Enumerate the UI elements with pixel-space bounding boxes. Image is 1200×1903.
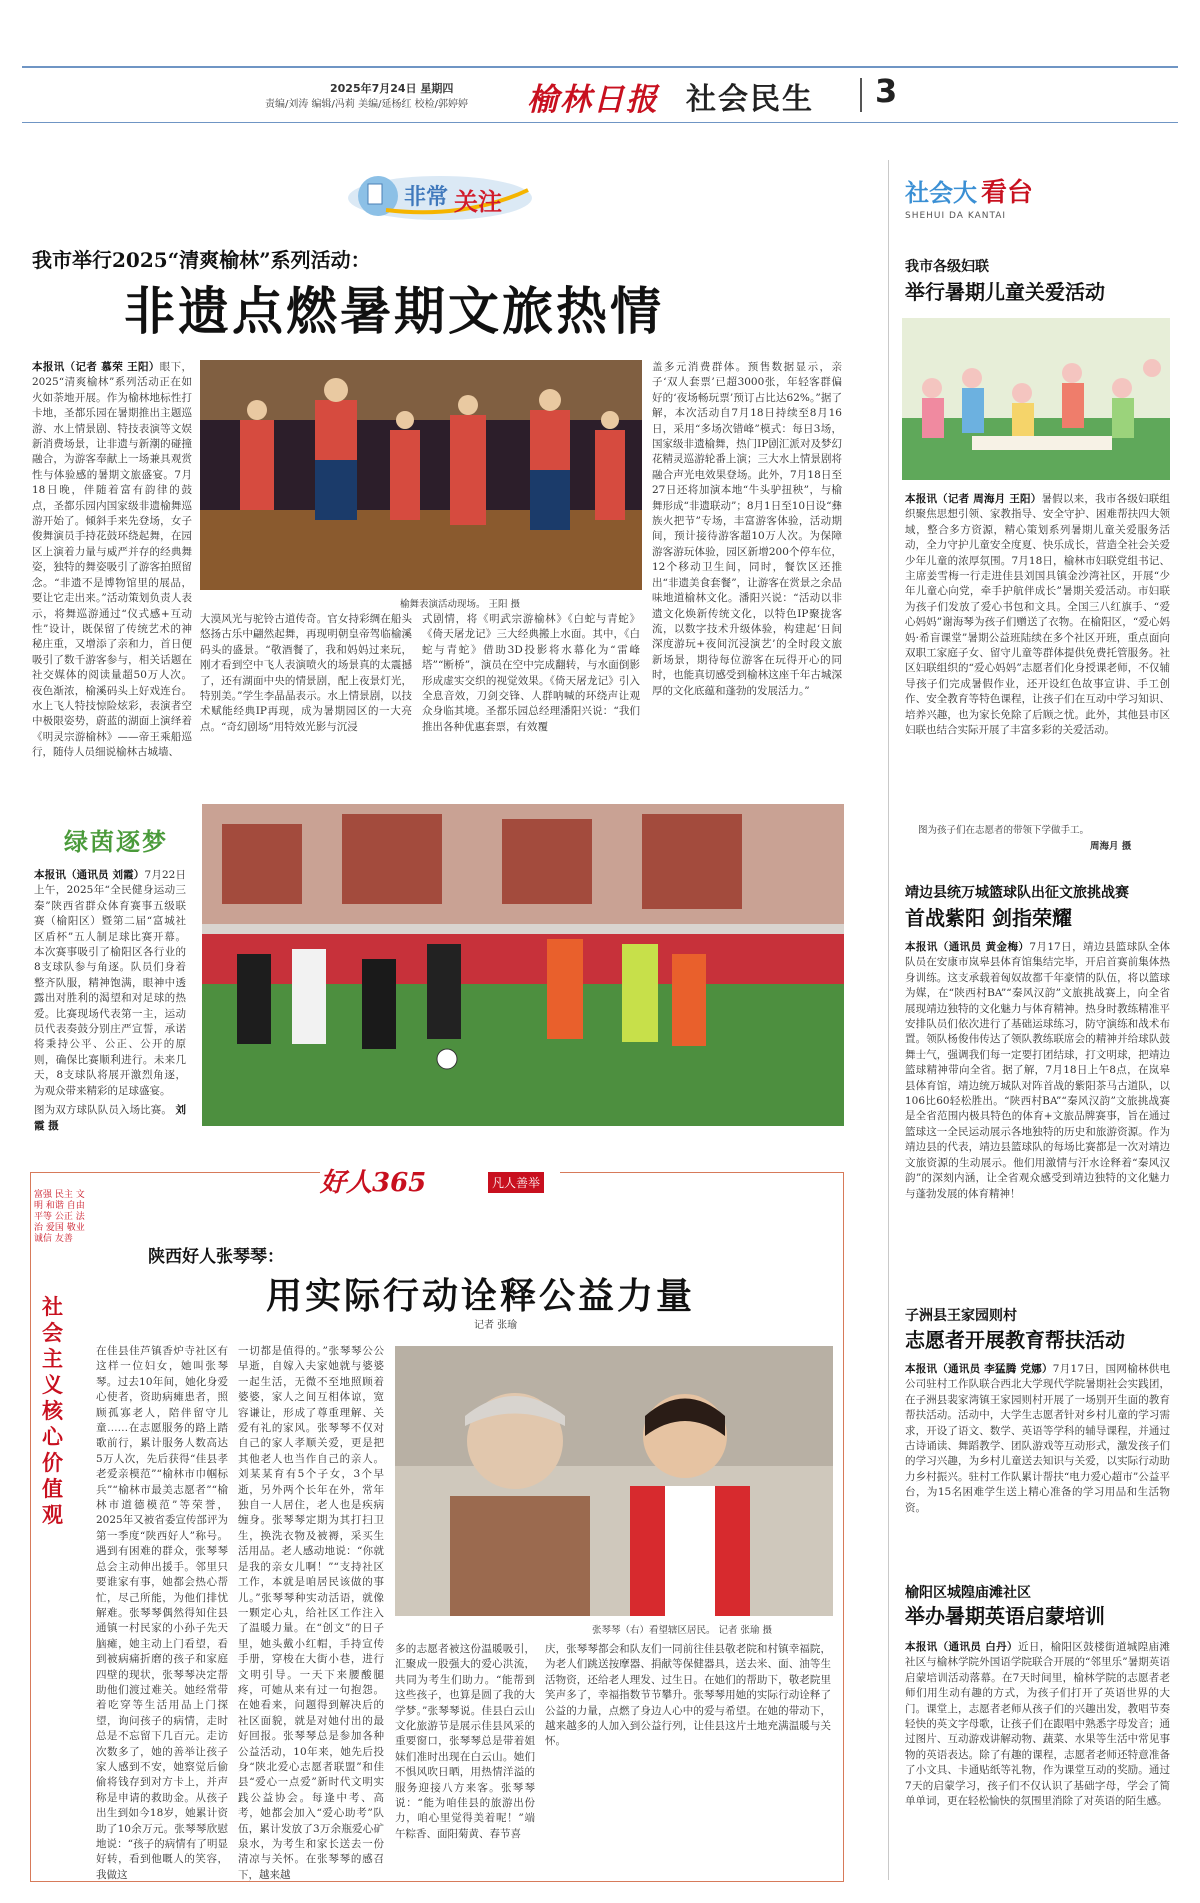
main-col4-text: 盖多元消费群体。预售数据显示，亲子‘双人套票’已超3000张，年轻客群偏好的‘夜场畅玩票’预订占比达62%。”据了解，本次活动自7月18日持续至8月16日，采用“多场次错峰”模式：每日3场，国家级非遗榆舞，热门IP剧汇派对及梦幻花精灵巡游轮番上演；三大水上情景剧将融合声光电效果登场。此外，7月18日至27日还将加演本地“牛头驴扭秧”，与榆舞形成“非遗联动”；8月1日至10日设“彝族火把节”专场，丰富游客体验，活动期间，预计接待游客超10万人次。为保障游客游玩体验，园区新增200个停车位，12个移动卫生间，同时，餐饮区还推出“非遗美食套餐”，让游客在赏景之余品味地道榆林文化。潘阳兴说：“活动以非遗文化焕新传统文化，以特色IP聚拢客流，以数字技术升级体验，构建起‘日间深度游玩+夜间沉浸演艺’的全时段文旅新场景，期待每位游客在玩得开心的同时，也能真切感受到榆林这座千年古城深厚的文化底蕴和蓬勃的发展活力。” [652, 361, 842, 697]
photo-children [902, 318, 1170, 480]
main-col-4 [652, 360, 842, 765]
s1-credit: 周海月 摄 [1090, 841, 1132, 852]
soccer-text-col [34, 868, 187, 1132]
goodman-col-4 [545, 1642, 831, 1869]
sidebar-logo-a: 社会大 [905, 179, 977, 207]
core-values-title: 社会主义核心价值观 [42, 1295, 63, 1527]
s2-text: 7月17日，靖边县篮球队全体队员在安康市岚皋县体育馆集结完毕，开启首赛前集体热身训练。这支承载着匈奴故都千年豪情的队伍，将以篮球为媒，在“陕西村BA”“秦风汉韵”文旅挑战赛上，向全省展现靖边独特的文化魅力与体育精神。热身时教练精准平安排队员们依次进行了基础运球练习，防守演练和战术布置。领队杨俊伟传达了领队教练联席会的精神并给球队鼓舞士气，强调我们每一定要打团结球，打文明球，把靖边篮球精神带向全省。据了解，7月18日上午8点，在岚皋县体育馆，靖边统万城队对阵首战的紫阳茶马古道队，以106比60轻松胜出。“陕西村BA”“秦风汉韵”文旅挑战赛是全省范围内极具特色的体育+文旅品牌赛事，旨在通过篮球这一全民运动展示各地独特的历史和旅游资源。作为靖边县的代表，靖边县篮球队的每场比赛都是一次对靖边文旅资源的生动展示。他们用激情与汗水诠释着“秦风汉韵”的深刻内涵，让全省观众感受到靖边独特的文化魅力与蓬勃发展的体育精神！ [905, 941, 1171, 1200]
s3-title: 志愿者开展教育帮扶活动 [905, 1328, 1125, 1352]
s4-byline: 本报讯（通讯员 白丹） [905, 1641, 1018, 1653]
s2-kicker: 靖边县统万城篮球队出征文旅挑战赛 [905, 885, 1129, 901]
photo-soccer [202, 804, 844, 1126]
page-number: 3 [875, 72, 898, 110]
sidebar-logo [905, 172, 1125, 234]
s4-text-col [905, 1640, 1170, 1880]
soccer-byline: 本报讯（通讯员 刘霞） [34, 869, 145, 881]
goodman-col-3 [395, 1642, 535, 1869]
goodman-col-2 [238, 1344, 384, 1881]
main-headline: 非遗点燃暑期文旅热情 [124, 283, 665, 342]
s1-kicker: 我市各级妇联 [905, 259, 989, 275]
s3-text: 7月17日，国网榆林供电公司驻村工作队联合西北大学现代学院暑期社会实践团，在子洲县裴家湾镇王家园则村开展了一场别开生面的教育帮扶活动。活动中，大学生志愿者针对乡村儿童的学习需求，开设了语文、数学、英语等学科的辅导课程，并通过古诗诵读、舞蹈教学、团队游戏等互动形式，激发孩子们的学习兴趣，为乡村儿童送去知识与关爱，以实际行动助力乡村振兴。驻村工作队累计帮扶“电力爱心超市”公益平台，为15名困难学生送上精心准备的学习用品和生活物资。 [905, 1363, 1170, 1514]
main-col3-text: 式剧情，将《明武宗游榆林》《白蛇与青蛇》《倚天屠龙记》三大经典搬上水面。其中，《白蛇与青蛇》借助3D投影将水幕化为“雷峰塔”“断桥”，演员在空中完成翻转，与水面倒影形成虚实交织的视觉效果。《倚天屠龙记》引入全息音效，刀剑交锋、人群呐喊的环绕声让观众身临其境。圣都乐园总经理潘阳兴说：“我们推出各种优惠套票，有效覆 [422, 613, 640, 733]
header-divider [860, 78, 862, 112]
goodman-col1-text: 在佳县佳芦镇香炉寺社区有这样一位妇女，她叫张琴琴。过去10年间，她化身爱心使者，资助病瘫患者，照顾孤寡老人，陪伴留守儿童……在志愿服务的路上踏歌前行，累计服务人数高达5万人次，先后获得“佳县孝老爱亲模范”“榆林市巾帼标兵”“榆林市最美志愿者”“榆林市道德模范”等荣誉，2025年又被省委宣传部评为第一季度“陕西好人”称号。遇到有困难的群众，张琴琴总会主动伸出援手。邻里只要谁家有事，她都会热心帮忙，尽己所能，为他们排忧解难。张琴琴偶然得知住县通镇一村民家的小孙子先天脑瘫，她主动上门看望，看到被病痛折磨的孩子和家庭四壁的现状，张琴琴决定帮助他们渡过难关。她经常带着吃穿等生活用品上门探望，询问孩子的病情，走时总是不忘留下几百元。走访次数多了，她的善举让孩子家人感到不安，她察觉后偷偷将钱存到对方卡上，并声称是申请的救助金。从孩子出生到如今18岁，她累计资助了10余万元。张琴琴欣慰地说：“孩子的病情有了明显好转，看到他嘅人的笑容，我做这 [96, 1345, 228, 1881]
editor-credits: 责编/刘涛 编辑/冯莉 美编/延杨红 校检/郭婷婷 [265, 99, 469, 110]
goodman-banner-sub: 凡人善举 [488, 1172, 544, 1193]
goodman-byline: 记者 张瑜 [474, 1320, 518, 1331]
main-col-2 [200, 612, 412, 762]
s2-byline: 本报讯（通讯员 黄金梅） [905, 941, 1030, 953]
s3-byline: 本报讯（通讯员 李猛腾 党娜） [905, 1363, 1053, 1375]
paper-name: 榆林日报 [527, 82, 659, 118]
goodman-col-1 [96, 1344, 228, 1881]
sidebar-divider [888, 160, 889, 1880]
s2-title: 首战紫阳 剑指荣耀 [905, 906, 1072, 930]
sidebar-logo-b: 看台 [981, 178, 1034, 208]
header-rule [22, 66, 1178, 68]
section-title: 社会民生 [686, 82, 814, 117]
banner-text-b: 关注 [454, 188, 502, 216]
photo-dance-caption: 榆舞表演活动现场。 王阳 摄 [400, 599, 521, 610]
banner-text-a: 非常 [404, 185, 449, 210]
main-col2-text: 大漠风光与驼铃古道传奇。官女持彩绸在船头悠扬古乐中翩然起舞，再现明朝皇帝驾临榆溪码头的盛景。“敬酒餐了，我和妈妈过来玩，刚才看到空中飞人表演喷火的场景真的太震撼了，还有湖面中央的情景剧，配上夜景灯光，特别美。”学生李晶晶表示。水上情景剧，以技术赋能经典IP再现，成为暑期园区的一大亮点。“奇幻剧场”用特效光影与沉浸 [200, 613, 412, 733]
s1-byline: 本报讯（记者 周海月 王阳） [905, 493, 1042, 505]
soccer-caption: 图为双方球队队员入场比赛。 [34, 1104, 173, 1117]
goodman-kicker: 陕西好人张琴琴： [148, 1247, 284, 1267]
s4-text: 近日，榆阳区鼓楼街道城隍庙滩社区与榆林学院外国语学院联合开展的“邻里乐”暑期英语启蒙培训活动落幕。在7天时间里，榆林学院的志愿者老师们用生动有趣的方式，为孩子们打开了英语世界的大门。课堂上，志愿者老师从孩子们的兴趣出发，教唱节奏轻快的英文字母歌，让孩子们在跟唱中熟悉字母发音；通过图片、互动游戏讲解动物、蔬菜、水果等生活中常见事物的英语表达。除了有趣的课程，志愿者老师还特意准备了小文具、卡通贴纸等礼物，作为课堂互动的奖励。通过7天的启蒙学习，孩子们不仅认识了基础字母，学会了简单单词，更在轻松愉快的氛围里消除了对英语的陌生感。 [905, 1641, 1170, 1808]
issue-date: 2025年7月24日 星期四 [330, 82, 454, 95]
sidebar-logo-pinyin: SHEHUI DA KANTAI [905, 211, 1007, 221]
photo-goodman [395, 1346, 833, 1616]
s1-text: 暑假以来，我市各级妇联组织聚焦思想引领、家教指导、安全守护、困难帮扶四大领域，整合多方资源，精心策划系列暑期儿童关爱服务活动，全力守护儿童安全度夏、快乐成长，营造全社会关爱少年儿童的浓厚氛围。7月18日，榆林市妇联党组书记、主席姜雪梅一行走进佳县刘国具镇金沙湾社区，开展“少年儿童心向党，牵手护航伴成长”暑期关爱活动。市妇联为孩子们发放了爱心书包和文具。全国三八红旗手、“爱心妈妈”谢海琴为孩子们赠送了衣物。在榆阳区，“爱心妈妈·希盲课堂”暑期公益班陆续在多个社区开班，重点面向双职工家庭子女、留守儿童等群体提供免费托管服务。社区妇联组织的“爱心妈妈”志愿者们化身授课老师，不仅辅导孩子们完成暑假作业，还开设红色故事宣讲、手工创作、安全教育等特色课程，让孩子们在互动中学习知识、培养兴趣，也为家长免除了后顾之忧。此外，其他县市区妇联也结合实际开展了丰富多彩的关爱活动。 [905, 493, 1171, 737]
goodman-col4-text: 庆，张琴琴都会和队友们一同前往佳县敬老院和村镇幸福院，为老人们跳送按摩器、捐献等保健器具，送去米、面、油等生活物资，还给老人理发、过生日。在她们的帮助下，敬老院里笑声多了，幸福指数节节攀升。张琴琴用她的实际行动诠释了公益的力量，点燃了身边人心中的爱与希望。在她的带动下，越来越多的人加入到公益行列，让佳县这片土地充满温暖与关怀。 [545, 1643, 831, 1748]
goodman-col3-text: 多的志愿者被这份温暖吸引，汇聚成一股强大的爱心洪流，共同为考生们助力。“能帮到这些孩子，也算是圆了我的大学梦。”张琴琴说。佳县白云山文化旅游节是展示佳县风采的重要窗口，张琴琴总是带着姐妹们准时出现在白云山。她们不惧风吹日晒，用热情洋溢的服务迎接八方来客。张琴琴说：“能为咱佳县的旅游出份力，咱心里觉得美着呢！”端午粽香、面阳菊黄、春节喜 [395, 1643, 535, 1840]
s1-title: 举行暑期儿童关爱活动 [905, 280, 1105, 304]
soccer-banner: 绿茵逐梦 [64, 828, 168, 856]
soccer-credit: 刘霞 摄 [34, 1104, 187, 1132]
s2-text-col [905, 940, 1170, 1262]
feature-banner [346, 170, 536, 222]
photo-goodman-caption: 张琴琴（右）看望辖区居民。 记者 张瑜 摄 [592, 1625, 773, 1636]
header-rule-bottom [22, 122, 1178, 123]
s1-text-col [905, 492, 1170, 822]
s1-caption: 图为孩子们在志愿者的带领下学做手工。 [918, 825, 1090, 836]
s4-title: 举办暑期英语启蒙培训 [905, 1604, 1105, 1628]
main-byline: 本报讯（记者 慕荣 王阳） [32, 361, 160, 373]
main-col-1 [32, 360, 192, 765]
main-col-3 [422, 612, 640, 762]
goodman-banner [320, 1160, 560, 1202]
main-col1-text: 眼下，2025“清爽榆林”系列活动正在如火如荼地开展。作为榆林地标性打卡地，圣都乐园在暑期推出主题巡游、水上情景剧、特技表演等文娱新消费场景，让非遗与新潮的碰撞融合，为游客奉献上一场兼具观赏性与体验感的暑期文旅盛宴。7月18日晚，伴随着富有韵律的鼓点，圣都乐园内国家级非遗榆舞巡游开始了。倾斜手来先登场，女子俊舞演员手持花鼓环绕起舞，在园区上演着力量与威严并存的经典舞姿，独特的舞姿吸引了游客拍照留念。“非遗不是博物馆里的展品，要让它走出来。”活动策划负责人表示，将舞巡游通过“仪式感+互动性”设计，既保留了传统艺术的神秘庄重，又增添了亲和力，首日便吸引了数千游客参与，相关话题在社交媒体的阅读量超50万人次。夜色渐浓，榆溪码头上好戏连台。水上飞人特技惊险炫彩，表演者空中极限姿势，蔚蓝的湖面上演绎着《明灵宗游榆林》——帝王乘船巡行，随侍人员细说榆林古城墙、 [32, 361, 193, 759]
core-values-block [34, 1190, 86, 1527]
photo-dance [200, 360, 642, 590]
goodman-headline: 用实际行动诠释公益力量 [266, 1275, 696, 1317]
s4-kicker: 榆阳区城隍庙滩社区 [905, 1585, 1031, 1601]
s3-text-col [905, 1362, 1170, 1562]
goodman-banner-title: 好人365 [320, 1168, 427, 1198]
soccer-text: 7月22日上午，2025年“全民健身运动三秦”陕西省群众体育赛事五级联赛（榆阳区）暨第二届“富城社区盾杯”五人制足球比赛开幕。本次赛事吸引了榆阳区各行业的8支球队参与角逐。队员们身着整齐队服，精神饱满，眼神中透露出对胜利的渴望和对足球的热爱。比赛现场代表第一主，运动员代表奏鼓分别庄严宣誓，承诺将秉持公平、公正、公开的原则，确保比赛顺利进行。未来几天，8支球队将展开激烈角逐，为观众带来精彩的足球盛宴。 [34, 869, 187, 1097]
s3-kicker: 子洲县王家园则村 [905, 1308, 1017, 1324]
core-values-list: 富强 民主 文明 和谐 自由 平等 公正 法治 爱国 敬业 诚信 友善 [34, 1190, 85, 1244]
main-kicker: 我市举行2025“清爽榆林”系列活动： [32, 248, 371, 272]
goodman-col2-text: 一切都是值得的。”张琴琴公公早逝，自嫁入夫家她就与婆婆一起生活，无微不至地照顾着婆婆，家人之间互相体谅，宽容谦让，形成了尊重理解、关爱有礼的家风。张琴琴不仅对自己的家人孝顺关爱，更是把其他老人也当作自己的亲人。刘某某育有5个子女，3个早逝，另外两个长年在外，常年独自一人居住，老人也是疾病缠身。张琴琴定期为其打扫卫生，换洗衣物及被褥，采买生活用品。老人感动地说：“你就是我的亲女儿啊！”“支持社区工作，本就是咱居民该做的事儿。”张琴琴种实动活语，就像一颗定心丸，给社区工作注入了温暖力量。在“创文”的日子里，她头戴小红帽，手持宣传手册，穿梭在大街小巷，进行文明引导。一天下来腰酸腿疼，可她从来有过一句抱怨。在她看来，问题得到解决后的社区面貌，就是对她付出的最好回报。张琴琴总是参加各种公益活动，10年来，她先后投身“陕北爱心志愿者联盟”和佳县“爱心一点爱”新时代文明实践公益协会。每逢中考、高考，她都会加入“爱心助考”队伍，累计发放了3万余瓶爱心矿泉水，为考生和家长送去一份清凉与关怀。在张琴琴的感召下，越来越 [238, 1345, 384, 1881]
